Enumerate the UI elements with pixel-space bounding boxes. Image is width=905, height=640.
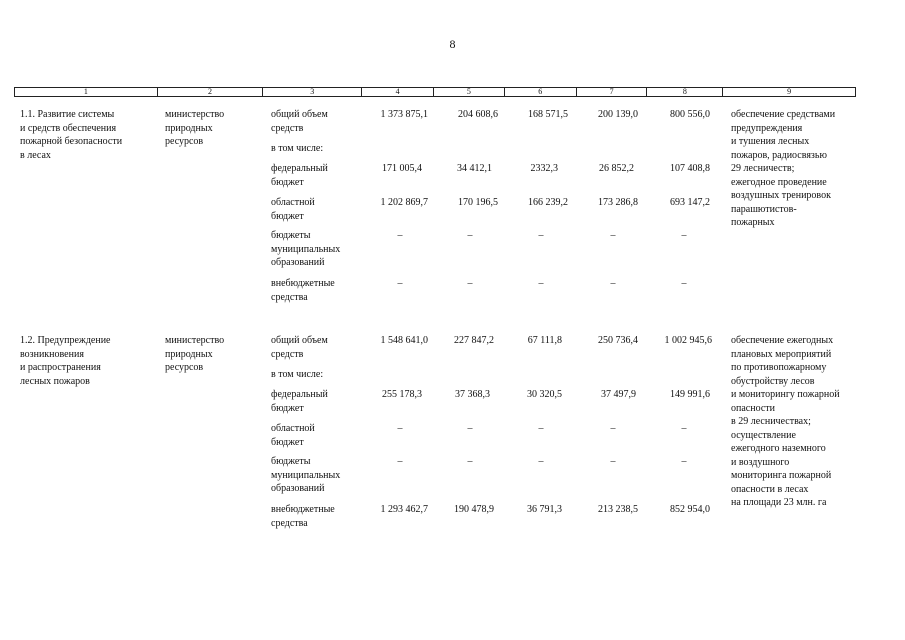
row-2-line-5-val-4: – bbox=[610, 456, 616, 467]
header-cell-8: 8 bbox=[647, 88, 723, 96]
row-2-line-1-val-3: 67 111,8 bbox=[527, 335, 562, 346]
row-2-line-5-val-5: – bbox=[681, 456, 687, 467]
row-1-line-1-val-2: 204 608,6 bbox=[458, 109, 498, 120]
row-2-line-6-label: внебюджетные средства bbox=[271, 504, 335, 529]
row-1-line-4-label: областной бюджет bbox=[271, 197, 315, 222]
row-1-line-5-val-1: – bbox=[397, 230, 403, 241]
row-1-line-1-label: общий объем средств bbox=[271, 109, 328, 134]
row-2-line-3-val-1: 255 178,3 bbox=[382, 389, 422, 400]
row-2-line-5-val-1: – bbox=[397, 456, 403, 467]
header-cell-5: 5 bbox=[434, 88, 505, 96]
header-cell-9: 9 bbox=[787, 87, 792, 96]
row-2-line-3-val-3: 30 320,5 bbox=[527, 389, 562, 400]
row-2-line-3-label: федеральный бюджет bbox=[271, 389, 328, 414]
row-1-line-5-label: бюджеты муниципальных образований bbox=[271, 230, 341, 268]
row-2-line-4-val-1: – bbox=[397, 423, 403, 434]
header-cell-1: 1 bbox=[15, 88, 158, 96]
row-2-line-6-val-1: 1 293 462,7 bbox=[380, 504, 428, 515]
row-1-line-1-val-5: 800 556,0 bbox=[670, 109, 710, 120]
header-cell-3: 3 bbox=[263, 88, 362, 96]
row-2-line-4-val-4: – bbox=[610, 423, 616, 434]
table-header-row bbox=[14, 87, 856, 97]
row-2-line-3-val-4: 37 497,9 bbox=[601, 389, 636, 400]
row-1-line-5-val-4: – bbox=[610, 230, 616, 241]
row-2-line-3-val-2: 37 368,3 bbox=[455, 389, 490, 400]
row-1-line-1-val-4: 200 139,0 bbox=[598, 109, 638, 120]
row-2-line-6-val-3: 36 791,3 bbox=[527, 504, 562, 515]
row-2-line-2-label: в том числе: bbox=[271, 369, 324, 380]
row-1-line-3-label: федеральный бюджет bbox=[271, 163, 328, 188]
row-1-line-1-val-1: 1 373 875,1 bbox=[380, 109, 428, 120]
row-1-title: 1.1. Развитие системы и средств обеспечения пожарной безопасности в лесах bbox=[20, 109, 123, 161]
row-2-line-1-label: общий объем средств bbox=[271, 335, 328, 360]
row-2-title: 1.2. Предупреждение возникновения и распространения лесных пожаров bbox=[20, 335, 111, 387]
row-1-result: обеспечение средствами предупреждения и тушения лесных пожаров, радиосвязью 29 лесничеств; ежегодное проведение воздушных тренировок парашютистов- пожарных bbox=[731, 109, 836, 228]
row-1-line-5-val-5: – bbox=[681, 230, 687, 241]
row-1-line-6-val-3: – bbox=[538, 278, 544, 289]
row-2-line-5-val-3: – bbox=[538, 456, 544, 467]
header-cell-7: 7 bbox=[577, 88, 648, 96]
row-1-line-1-val-3: 168 571,5 bbox=[528, 109, 568, 120]
header-cell-6: 6 bbox=[505, 88, 577, 96]
row-1-line-4-val-1: 1 202 869,7 bbox=[380, 197, 428, 208]
row-2-line-6-val-5: 852 954,0 bbox=[670, 504, 710, 515]
row-1-line-4-val-3: 166 239,2 bbox=[528, 197, 568, 208]
row-1-executor: министерство природных ресурсов bbox=[165, 109, 225, 147]
row-1-line-4-val-2: 170 196,5 bbox=[458, 197, 498, 208]
row-2-line-4-label: областной бюджет bbox=[271, 423, 315, 448]
row-2-line-5-val-2: – bbox=[467, 456, 473, 467]
row-2-line-1-val-4: 250 736,4 bbox=[598, 335, 638, 346]
row-1-line-5-val-2: – bbox=[467, 230, 473, 241]
header-cell-2: 2 bbox=[158, 88, 264, 96]
row-1-line-3-val-3: 2332,3 bbox=[530, 163, 558, 174]
row-1-line-3-val-5: 107 408,8 bbox=[670, 163, 710, 174]
row-2-line-1-val-5: 1 002 945,6 bbox=[664, 335, 712, 346]
row-2-line-4-val-5: – bbox=[681, 423, 687, 434]
row-2-line-6-val-4: 213 238,5 bbox=[598, 504, 638, 515]
row-1-line-6-val-4: – bbox=[610, 278, 616, 289]
row-1-line-4-val-5: 693 147,2 bbox=[670, 197, 710, 208]
row-2-line-1-val-2: 227 847,2 bbox=[454, 335, 494, 346]
row-1-line-6-val-2: – bbox=[467, 278, 473, 289]
row-1-line-3-val-4: 26 852,2 bbox=[599, 163, 634, 174]
header-cell-4: 4 bbox=[362, 88, 434, 96]
row-1-line-6-val-1: – bbox=[397, 278, 403, 289]
row-1-line-2-label: в том числе: bbox=[271, 143, 324, 154]
row-2-line-3-val-5: 149 991,6 bbox=[670, 389, 710, 400]
row-1-line-4-val-4: 173 286,8 bbox=[598, 197, 638, 208]
row-1-line-3-val-1: 171 005,4 bbox=[382, 163, 422, 174]
row-2-result: обеспечение ежегодных плановых мероприятий по противопожарному обустройству лесов и мониторингу пожарной опасности в 29 лесничествах; осуществление ежегодного наземного и воздушного мониторинга пожарной опасности в лесах на площади 23 млн. га bbox=[731, 335, 840, 508]
row-1-line-6-val-5: – bbox=[681, 278, 687, 289]
row-1-line-3-val-2: 34 412,1 bbox=[457, 163, 492, 174]
row-2-line-4-val-2: – bbox=[467, 423, 473, 434]
row-2-line-4-val-3: – bbox=[538, 423, 544, 434]
page-number: 8 bbox=[449, 37, 456, 51]
row-2-line-6-val-2: 190 478,9 bbox=[454, 504, 494, 515]
row-2-line-1-val-1: 1 548 641,0 bbox=[380, 335, 428, 346]
row-1-line-5-val-3: – bbox=[538, 230, 544, 241]
row-2-line-5-label: бюджеты муниципальных образований bbox=[271, 456, 341, 494]
row-1-line-6-label: внебюджетные средства bbox=[271, 278, 335, 303]
row-2-executor: министерство природных ресурсов bbox=[165, 335, 225, 373]
